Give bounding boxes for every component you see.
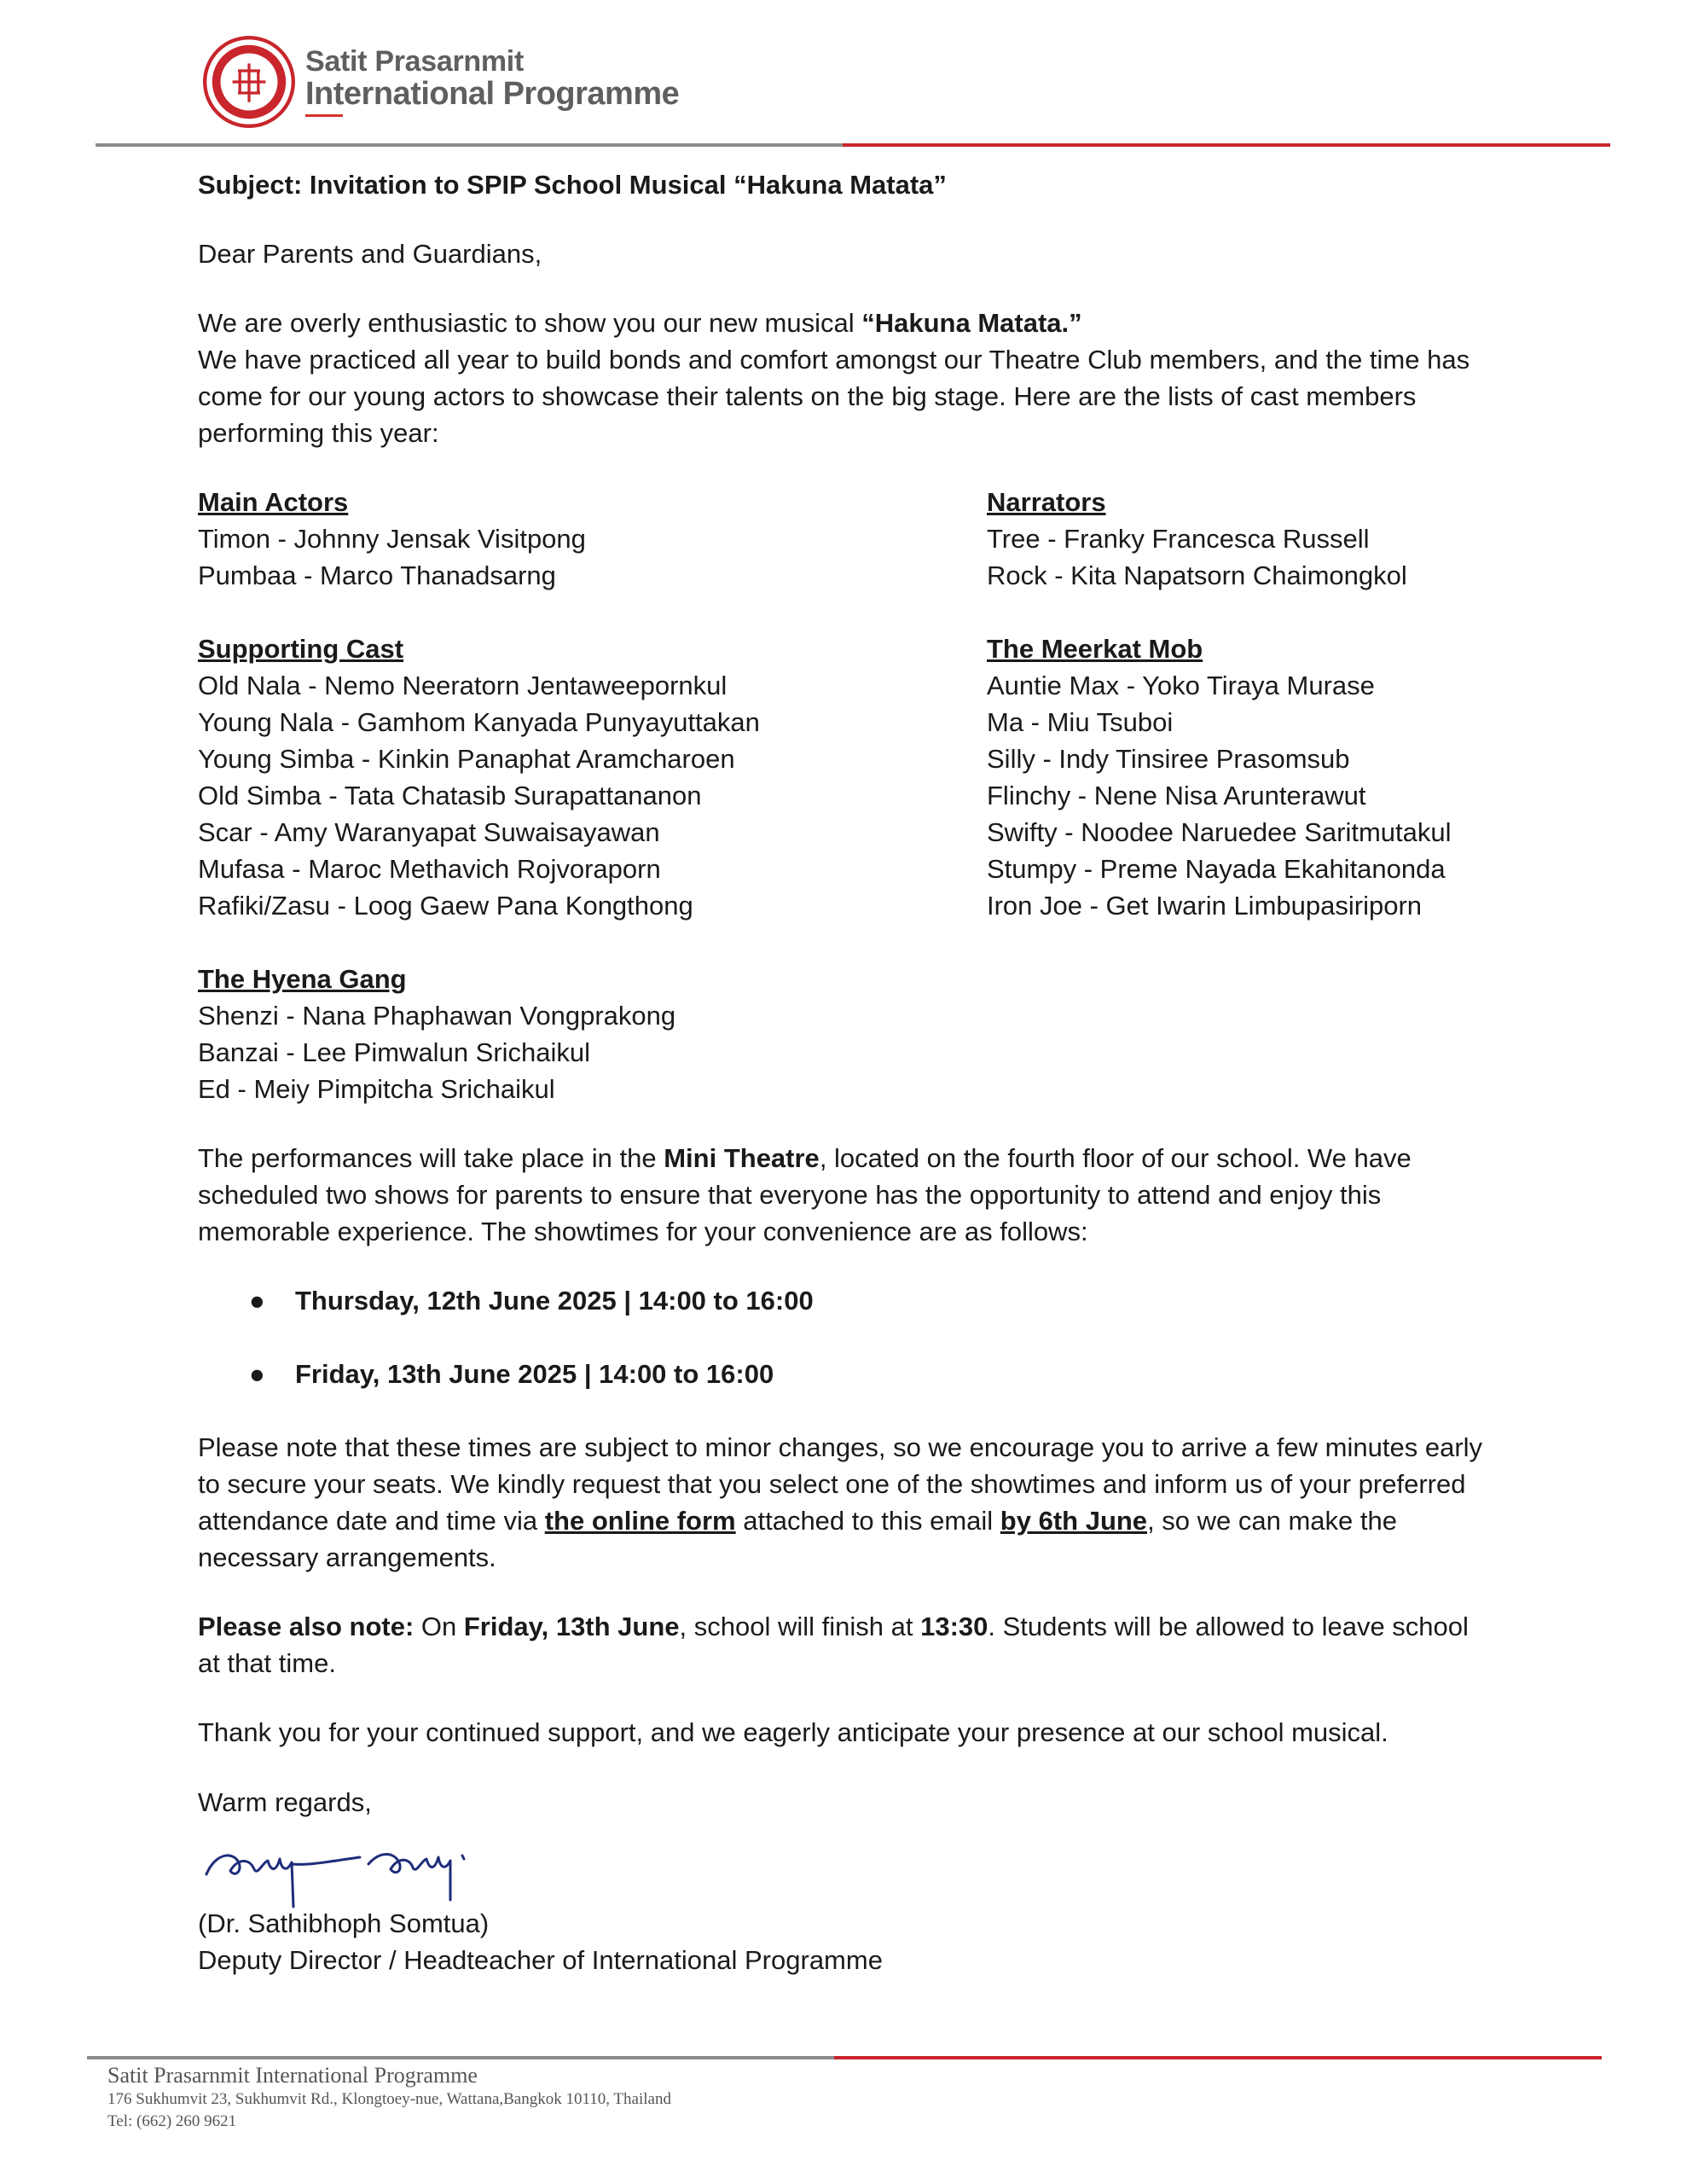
footer-rule-red: [834, 2056, 1602, 2059]
cast-member: Tree - Franky Francesca Russell: [987, 524, 1370, 554]
intro-paragraph: We have practiced all year to build bonds and comfort amongst our Theatre Club members, and the time has come for our young actors to showcase their talents on the big stage. Here are the lists of cast members performing this year:: [198, 345, 1470, 448]
intro-text: We are overly enthusiastic to show you our new musical: [198, 308, 862, 338]
letter-subject: Subject: Invitation to SPIP School Musical “Hakuna Matata”: [198, 170, 947, 200]
cast-member: Silly - Indy Tinsiree Prasomsub: [987, 744, 1350, 774]
header-rule-red: [843, 143, 1610, 147]
note-text-mid: , school will finish at: [679, 1612, 921, 1641]
cast-member: Stumpy - Preme Nayada Ekahitanonda: [987, 854, 1446, 884]
bullet-icon: ●: [249, 1286, 265, 1316]
logo-accent: [305, 114, 343, 117]
rsvp-text: Please note that these times are subject to minor changes, so we encourage you to arrive a few minutes early to secure your seats. We kindly request that you select one of the showtimes and inform us of your preferred attendance date and time via: [198, 1432, 1483, 1536]
bullet-icon: ●: [249, 1359, 265, 1389]
school-logo: [203, 36, 679, 128]
note-time: 13:30: [920, 1612, 988, 1641]
cast-group-title: Supporting Cast: [198, 634, 404, 664]
venue-paragraph: [198, 1140, 1494, 1250]
cast-group-title: The Meerkat Mob: [987, 634, 1203, 664]
showtime-item: [198, 1356, 1494, 1392]
venue-name: Mini Theatre: [664, 1143, 820, 1173]
venue-text-rest: , located on the fourth floor of our school. We have scheduled two shows for parents to ensure that everyone has the opportunity to attend and enjoy this memorable experience. The showtimes for your convenience are as follows:: [198, 1143, 1412, 1246]
cast-group-title: Main Actors: [198, 487, 349, 517]
letter-body: [198, 166, 1494, 1751]
cast-member: Old Simba - Tata Chatasib Surapattananon: [198, 781, 702, 810]
cast-member: Auntie Max - Yoko Tiraya Murase: [987, 671, 1375, 700]
cast-group-title: Narrators: [987, 487, 1106, 517]
showtimes-list: [198, 1282, 1494, 1392]
footer-address: 176 Sukhumvit 23, Sukhumvit Rd., Klongtoey-nue, Wattana,Bangkok 10110, Thailand: [107, 2090, 671, 2108]
closing: Warm regards,: [198, 1787, 372, 1817]
cast-member: Ma - Miu Tsuboi: [987, 707, 1174, 737]
venue-text: The performances will take place in the: [198, 1143, 664, 1173]
salutation: Dear Parents and Guardians,: [198, 239, 542, 269]
cast-lists: [198, 484, 1494, 1107]
cast-group: [987, 484, 1494, 594]
rsvp-deadline: by 6th June: [1000, 1506, 1148, 1536]
note-text: On: [414, 1612, 464, 1641]
cast-member: Ed - Meiy Pimpitcha Srichaikul: [198, 1074, 555, 1104]
rsvp-text-mid: attached to this email: [735, 1506, 1000, 1536]
showtime-item: [198, 1282, 1494, 1319]
header-rule-gray: [96, 143, 843, 147]
cast-column-right: [987, 484, 1494, 1107]
rsvp-text-end: , so we can make the necessary arrangements.: [198, 1506, 1397, 1572]
cast-member: Rafiki/Zasu - Loog Gaew Pana Kongthong: [198, 891, 693, 921]
note-label: Please also note:: [198, 1612, 415, 1641]
signer-title: Deputy Director / Headteacher of International Programme: [198, 1945, 883, 1975]
cast-member: Iron Joe - Get Iwarin Limbupasiriporn: [987, 891, 1423, 921]
footer-org: Satit Prasarnmit International Programme: [107, 2063, 478, 2088]
footer-tel: Tel: (662) 260 9621: [107, 2112, 237, 2130]
logo-line-1: Satit Prasarnmit: [305, 45, 524, 78]
musical-title: “Hakuna Matata.”: [861, 308, 1082, 338]
school-seal-icon: [203, 36, 295, 128]
cast-member: Young Nala - Gamhom Kanyada Punyayuttakan: [198, 707, 760, 737]
cast-member: Flinchy - Nene Nisa Arunterawut: [987, 781, 1366, 810]
cast-member: Shenzi - Nana Phaphawan Vongprakong: [198, 1001, 676, 1031]
cast-group: [987, 630, 1494, 924]
cast-member: Swifty - Noodee Naruedee Saritmutakul: [987, 817, 1452, 847]
note-paragraph: [198, 1608, 1494, 1682]
cast-group: [198, 484, 987, 594]
cast-member: Timon - Johnny Jensak Visitpong: [198, 524, 586, 554]
cast-member: Scar - Amy Waranyapat Suwaisayawan: [198, 817, 660, 847]
cast-member: Pumbaa - Marco Thanadsarng: [198, 561, 556, 590]
cast-member: Old Nala - Nemo Neeratorn Jentaweepornkul: [198, 671, 728, 700]
signer-block: [198, 1905, 883, 1978]
cast-member: Rock - Kita Napatsorn Chaimongkol: [987, 561, 1407, 590]
signature-image: [198, 1821, 530, 1915]
showtime-text: Friday, 13th June 2025 | 14:00 to 16:00: [295, 1359, 774, 1389]
cast-member: Mufasa - Maroc Methavich Rojvoraporn: [198, 854, 661, 884]
note-day: Friday, 13th June: [463, 1612, 680, 1641]
thanks-paragraph: Thank you for your continued support, and we eagerly anticipate your presence at our school musical.: [198, 1717, 1388, 1747]
cast-group-title: The Hyena Gang: [198, 964, 407, 994]
cast-group: [198, 961, 987, 1107]
footer-rule-gray: [87, 2056, 834, 2059]
logo-line-2: International Programme: [305, 75, 680, 112]
footer: [107, 2063, 671, 2133]
intro-line: [198, 305, 1494, 341]
online-form-link[interactable]: the online form: [544, 1506, 736, 1536]
signer-name: (Dr. Sathibhoph Somtua): [198, 1908, 490, 1938]
cast-group: [198, 630, 987, 924]
showtime-text: Thursday, 12th June 2025 | 14:00 to 16:00: [295, 1286, 814, 1316]
cast-member: Banzai - Lee Pimwalun Srichaikul: [198, 1037, 591, 1067]
cast-column-left: [198, 484, 987, 1107]
note-text-end: . Students will be allowed to leave school at that time.: [198, 1612, 1469, 1678]
rsvp-paragraph: [198, 1429, 1494, 1576]
cast-member: Young Simba - Kinkin Panaphat Aramcharoen: [198, 744, 735, 774]
